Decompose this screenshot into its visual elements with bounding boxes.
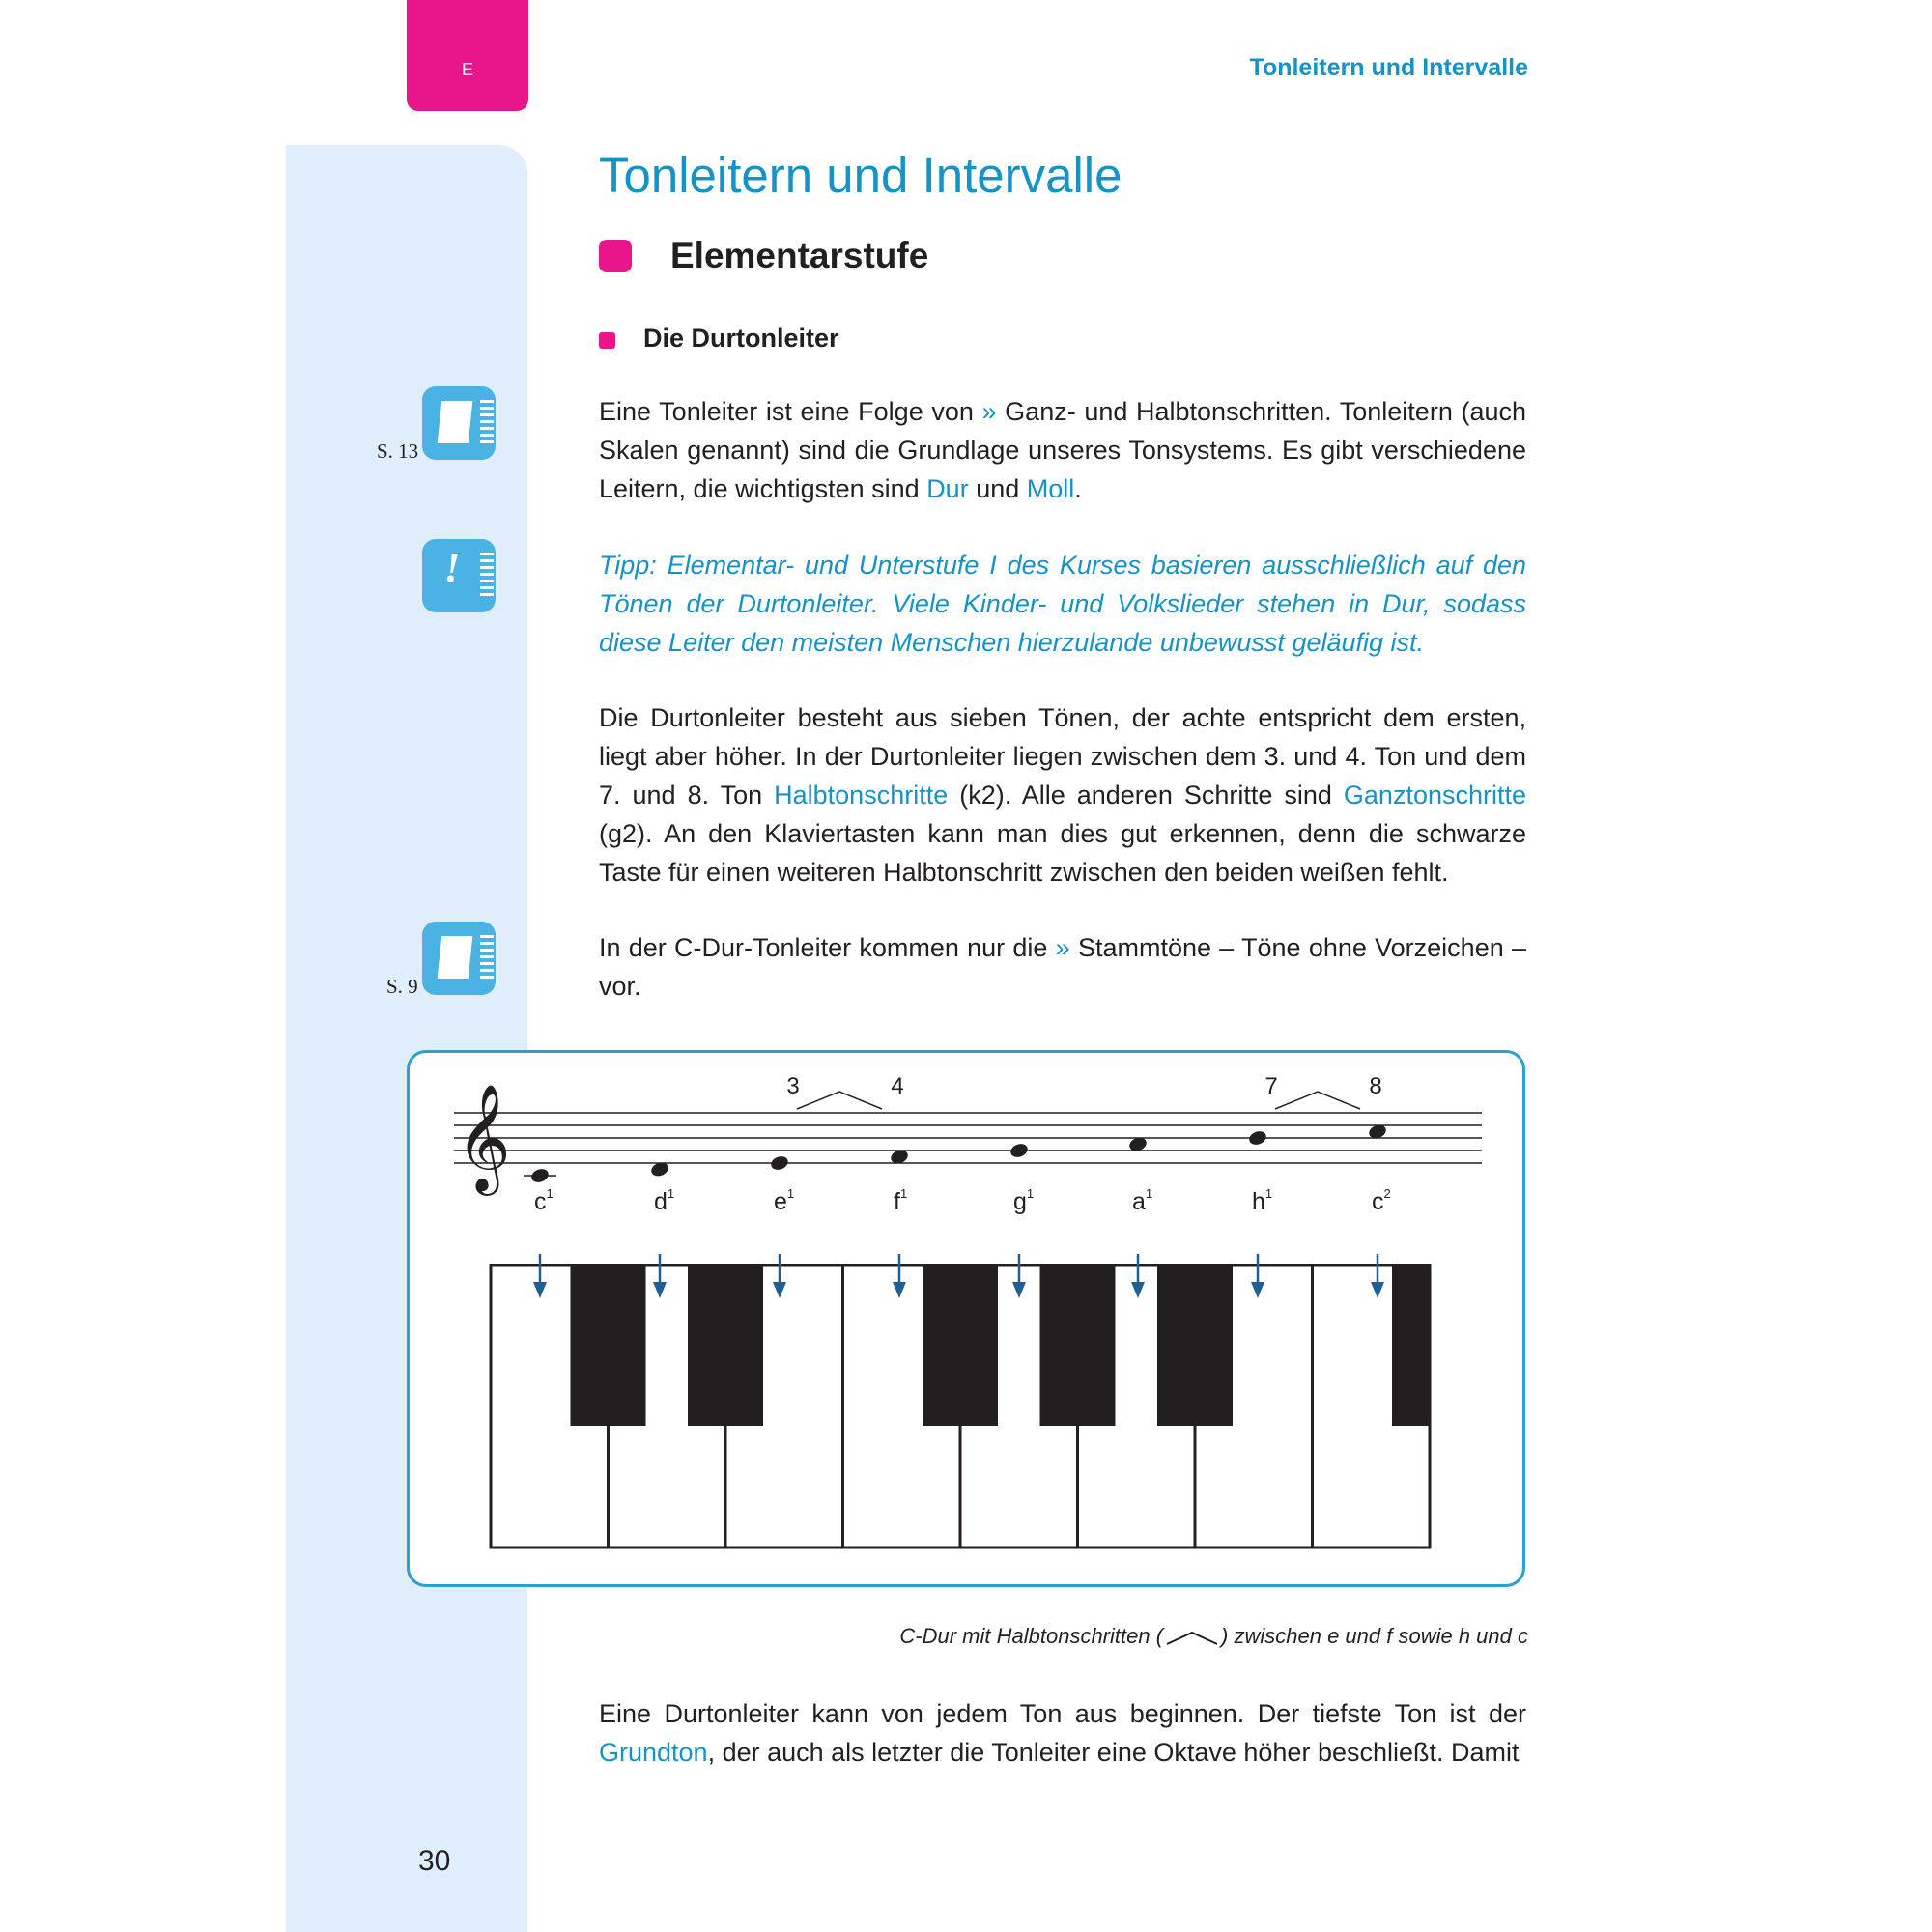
note-name: $c^2$ bbox=[1372, 1186, 1391, 1215]
note-name: $d^1$ bbox=[654, 1186, 675, 1215]
scale-notes bbox=[524, 1122, 1388, 1184]
note-head bbox=[1009, 1142, 1029, 1159]
cross-ref-marker[interactable]: » bbox=[981, 397, 997, 426]
note-name: $h^1$ bbox=[1252, 1186, 1273, 1215]
chapter-tab-label: E bbox=[461, 60, 473, 79]
treble-clef-icon: 𝄞 bbox=[456, 1083, 511, 1191]
figure-caption: C-Dur mit Halbtonschritten ( ) zwischen e und f sowie h und c bbox=[899, 1624, 1528, 1648]
step-number: 3 bbox=[786, 1073, 800, 1099]
note-name: $g^1$ bbox=[1013, 1186, 1035, 1215]
page-ref-s13[interactable]: S. 13 bbox=[377, 440, 419, 463]
tip-exclamation-icon: ! bbox=[422, 539, 496, 612]
step-number-labels bbox=[786, 1073, 1381, 1099]
halftone-bracket bbox=[1275, 1092, 1360, 1109]
note-name: $c^1$ bbox=[534, 1186, 554, 1215]
link-grundton[interactable]: Grundton bbox=[599, 1738, 708, 1767]
sub-heading: Die Durtonleiter bbox=[643, 324, 839, 353]
halfstep-bracket-icon bbox=[1163, 1627, 1221, 1648]
step-number: 4 bbox=[891, 1073, 904, 1099]
cross-ref-marker[interactable]: » bbox=[1055, 933, 1070, 962]
black-key bbox=[1157, 1265, 1233, 1426]
intro-paragraph: Eine Tonleiter ist eine Folge von » Ganz- und Halbtonschritten. Tonleitern (auch Skalen genannt) sind die Grundlage unseres Tonsystems. Es gibt verschiedene Leitern, die wichtigsten sind Dur und Moll. bbox=[599, 397, 1527, 503]
running-head: Tonleitern und Intervalle bbox=[1249, 54, 1528, 81]
tip-paragraph: Tipp: Elementar- und Unterstufe I des Kurses basieren ausschließlich auf den Tönen der Durtonleiter. Viele Kinder- und Volkslieder stehen in Dur, sodass diese Leiter den meisten Menschen hierzulande unbewusst geläufig ist. bbox=[599, 551, 1526, 657]
note-name: $a^1$ bbox=[1132, 1186, 1153, 1215]
black-key bbox=[688, 1265, 763, 1426]
note-name: $e^1$ bbox=[774, 1186, 795, 1215]
c-dur-paragraph: In der C-Dur-Tonleiter kommen nur die » Stammtöne – Töne ohne Vorzeichen – vor. bbox=[599, 933, 1526, 1001]
step-number: 7 bbox=[1264, 1073, 1278, 1099]
link-dur[interactable]: Dur bbox=[926, 474, 969, 503]
link-ganztonschritte[interactable]: Ganztonschritte bbox=[1343, 781, 1526, 810]
staff-lines bbox=[454, 1113, 1482, 1163]
link-moll[interactable]: Moll bbox=[1026, 474, 1075, 503]
level-heading: Elementarstufe bbox=[670, 236, 929, 275]
black-key bbox=[1040, 1265, 1116, 1426]
note-head bbox=[1247, 1129, 1267, 1147]
note-name-labels bbox=[534, 1186, 1391, 1215]
page-number: 30 bbox=[418, 1845, 451, 1877]
page-ref-s9[interactable]: S. 9 bbox=[386, 975, 418, 998]
durtonleiter-paragraph: Die Durtonleiter besteht aus sieben Tönen, der achte entspricht dem ersten, liegt aber höher. In der Durtonleiter liegen zwischen dem 3. und 4. Ton und dem 7. und 8. Ton Halbtonschritte (k2). Alle anderen Schritte sind Ganztonschritte (g2). An den Klaviertasten kann man dies gut erkennen, denn die schwarze Taste für einen weiteren Halbtonschritt zwischen den beiden weißen fehlt. bbox=[599, 703, 1526, 887]
step-number: 8 bbox=[1369, 1073, 1382, 1099]
note-head bbox=[769, 1154, 789, 1172]
note-name: $f^1$ bbox=[894, 1186, 908, 1215]
black-key bbox=[1392, 1265, 1430, 1426]
link-halbtonschritte[interactable]: Halbtonschritte bbox=[774, 781, 949, 810]
page-title: Tonleitern und Intervalle bbox=[599, 148, 1122, 203]
halftone-bracket bbox=[797, 1092, 882, 1109]
grundton-paragraph: Eine Durtonleiter kann von jedem Ton aus beginnen. Der tiefste Ton ist der Grundton, der auch als letzter die Tonleiter eine Oktave höher beschließt. Damit bbox=[599, 1699, 1526, 1767]
black-key bbox=[923, 1265, 998, 1426]
black-key bbox=[571, 1265, 646, 1426]
